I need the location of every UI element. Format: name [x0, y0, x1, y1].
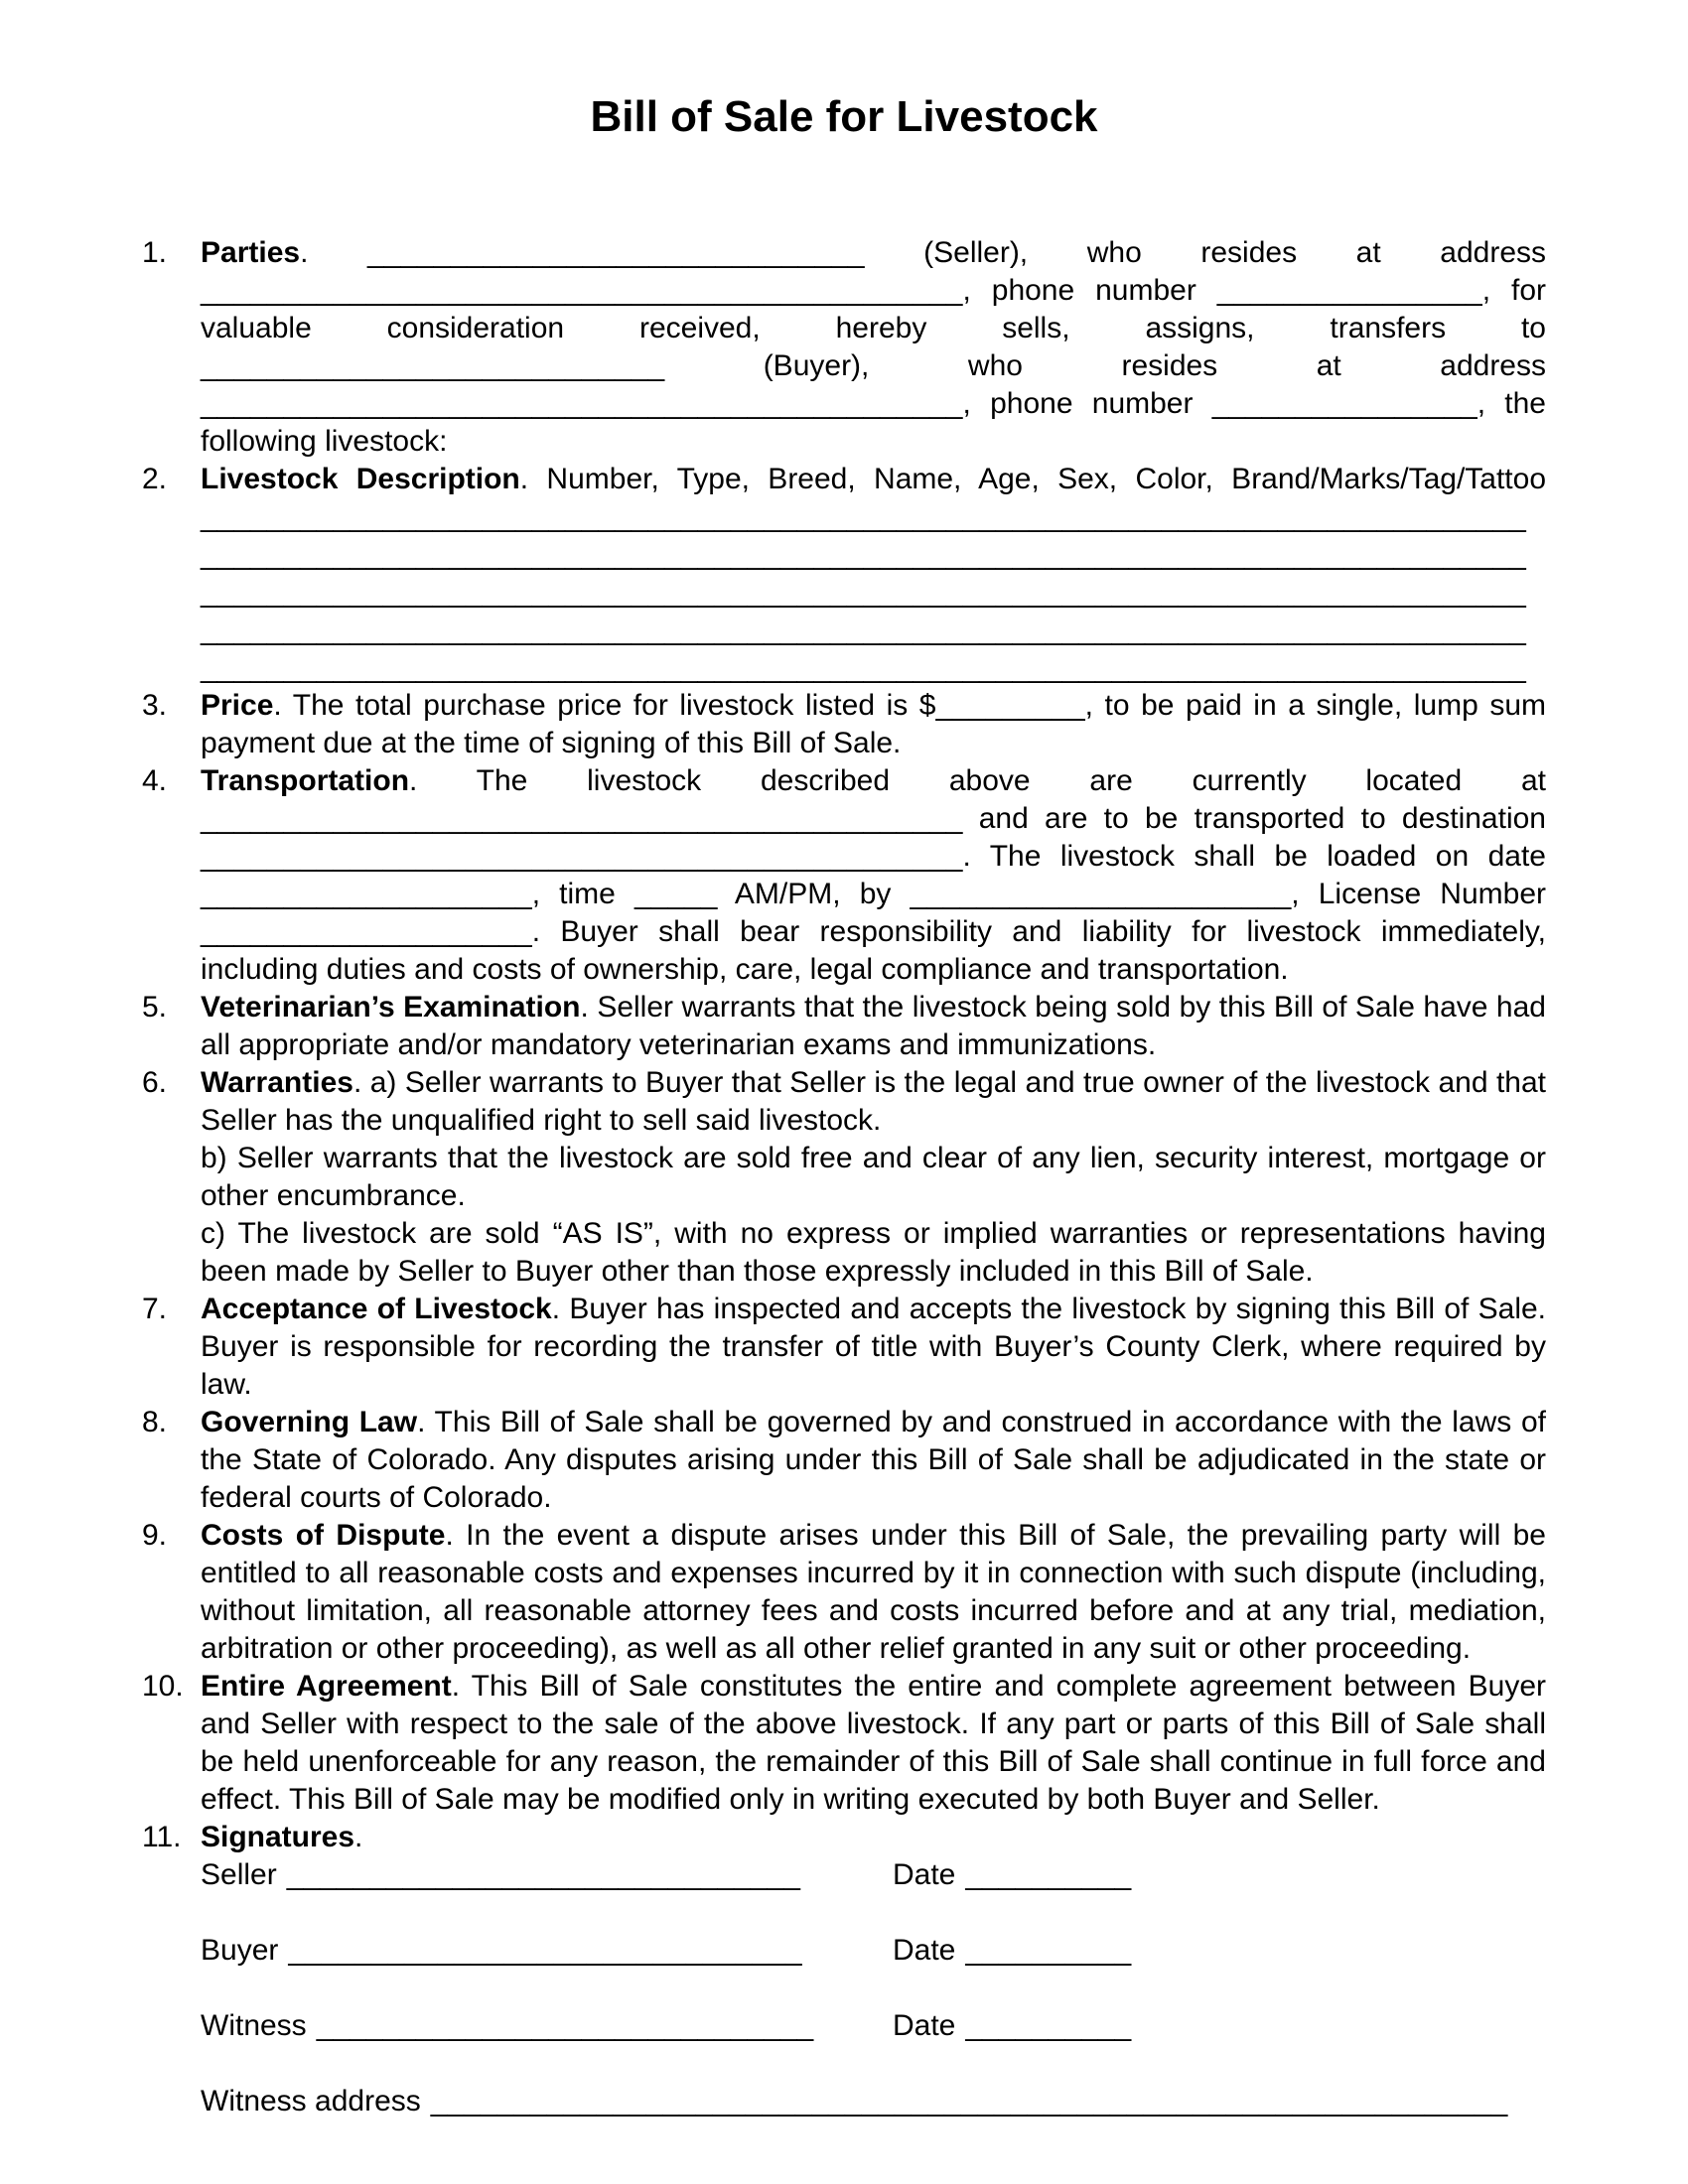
section-number: 11.: [142, 1821, 182, 1853]
section-paragraph: [201, 989, 1546, 1064]
section-title: Transportation: [201, 764, 410, 797]
section-signatures: [142, 1819, 1546, 2120]
section-text: [201, 1404, 1546, 1517]
seller-date-label: Date: [893, 1858, 956, 1891]
section-title: Livestock Description: [201, 463, 520, 495]
section-paragraph: [201, 762, 1546, 989]
section-body: . Seller warrants that the livestock being sold by this Bill of Sale have had all appropriate and/or mandatory veterinarian exams and immunizations.: [201, 991, 1546, 1061]
section-paragraph: [201, 1064, 1546, 1140]
document-title: Bill of Sale for Livestock: [590, 92, 1098, 141]
section-price: [142, 687, 1546, 762]
section-text: [201, 989, 1546, 1064]
section-warranties: [142, 1064, 1546, 1291]
signature-row-seller: [201, 1856, 1546, 1894]
seller-signature-label: Seller: [201, 1858, 277, 1891]
buyer-signature-label: Buyer: [201, 1934, 279, 1967]
section-body: . In the event a dispute arises under this Bill of Sale, the prevailing party will be entitled to all reasonable costs and expenses incurred by it in connection with such dispute (including, without limitation, all reasonable attorney fees and costs incurred before and at any trial, mediation, arbitration or other proceeding), as well as all other relief granted in any suit or other proceeding.: [201, 1519, 1546, 1665]
section-body: . Buyer has inspected and accepts the livestock by signing this Bill of Sale. Buyer is responsible for recording the transfer of title with Buyer’s County Clerk, where required by law.: [201, 1293, 1547, 1401]
section-text: [201, 1668, 1546, 1819]
section-parties: [142, 234, 1546, 461]
buyer-date-cell: [893, 1932, 1131, 1970]
seller-date-line[interactable]: __________: [965, 1858, 1132, 1891]
section-number: 3.: [142, 689, 168, 722]
witness-date-line[interactable]: __________: [965, 2009, 1132, 2042]
witness-address-row: [201, 2083, 1546, 2120]
warranty-clause-b: b) Seller warrants that the livestock are sold free and clear of any lien, security interest, mortgage or other encumbrance.: [201, 1142, 1546, 1212]
witness-date-label: Date: [893, 2009, 956, 2042]
section-title: Entire Agreement: [201, 1670, 452, 1703]
section-text: [201, 461, 1546, 687]
section-text: [201, 234, 1546, 461]
section-governing-law: [142, 1404, 1546, 1517]
section-number: 9.: [142, 1519, 168, 1552]
section-body: .: [354, 1821, 363, 1853]
witness-address-label: Witness address: [201, 2085, 421, 2117]
section-text: [201, 687, 1546, 762]
section-body: . Number, Type, Breed, Name, Age, Sex, Color, Brand/Marks/Tag/Tattoo ________________________________________________________________________________ ________________________________________________________________________________ ________________________________________________________________________________ ________________________________________________________________________________ ________________________________________________________________________________: [201, 463, 1546, 684]
witness-address-line[interactable]: _________________________________________________________________: [430, 2085, 1508, 2117]
section-paragraph: [201, 1517, 1546, 1668]
section-transportation: [142, 762, 1546, 989]
section-body: . This Bill of Sale shall be governed by and construed in accordance with the laws of the State of Colorado. Any disputes arising under this Bill of Sale shall be adjudicated in the state or federal courts of Colorado.: [201, 1406, 1546, 1514]
seller-signature-cell: [201, 1856, 893, 1894]
section-text: [201, 1064, 1546, 1291]
witness-signature-cell: [201, 2007, 893, 2045]
warranty-clause-c: c) The livestock are sold “AS IS”, with no express or implied warranties or representations having been made by Seller to Buyer other than those expressly included in this Bill of Sale.: [201, 1217, 1546, 1288]
witness-date-cell: [893, 2007, 1131, 2045]
signature-row-buyer: [201, 1932, 1546, 1970]
section-livestock-description: [142, 461, 1546, 687]
witness-signature-label: Witness: [201, 2009, 307, 2042]
section-title: Governing Law: [201, 1406, 418, 1438]
section-text: [201, 1291, 1546, 1404]
section-title: Price: [201, 689, 274, 722]
witness-signature-line[interactable]: ______________________________: [316, 2009, 814, 2042]
section-body: . The total purchase price for livestock listed is $_________, to be paid in a single, lump sum payment due at the time of signing of this Bill of Sale.: [201, 689, 1546, 759]
buyer-signature-cell: [201, 1932, 893, 1970]
section-paragraph: [201, 1819, 1546, 1856]
section-acceptance-of-livestock: [142, 1291, 1546, 1404]
section-number: 2.: [142, 463, 168, 495]
section-paragraph: [201, 687, 1546, 762]
section-paragraph: [201, 461, 1546, 687]
seller-signature-line[interactable]: _______________________________: [286, 1858, 800, 1891]
section-number: 6.: [142, 1066, 168, 1099]
section-costs-of-dispute: [142, 1517, 1546, 1668]
section-paragraph: [201, 1668, 1546, 1819]
section-title: Parties: [201, 236, 301, 269]
section-paragraph: [201, 234, 1546, 461]
section-number: 5.: [142, 991, 168, 1024]
section-number: 7.: [142, 1293, 168, 1325]
buyer-date-label: Date: [893, 1934, 956, 1967]
buyer-date-line[interactable]: __________: [965, 1934, 1132, 1967]
section-title: Warranties: [201, 1066, 353, 1099]
section-paragraph: [201, 1291, 1546, 1404]
section-body: . This Bill of Sale constitutes the entire and complete agreement between Buyer and Seller with respect to the sale of the above livestock. If any part or parts of this Bill of Sale shall be held unenforceable for any reason, the remainder of this Bill of Sale shall continue in full force and effect. This Bill of Sale may be modified only in writing executed by both Buyer and Seller.: [201, 1670, 1546, 1816]
section-text: [201, 762, 1546, 989]
section-title: Signatures: [201, 1821, 355, 1853]
section-text: [201, 1819, 1546, 2120]
signature-row-witness: [201, 2007, 1546, 2045]
section-body: . a) Seller warrants to Buyer that Seller is the legal and true owner of the livestock and that Seller has the unqualified right to sell said livestock.: [201, 1066, 1546, 1137]
section-paragraph: [201, 1404, 1546, 1517]
section-number: 10.: [142, 1670, 184, 1703]
section-text: [201, 1517, 1546, 1668]
section-number: 4.: [142, 764, 168, 797]
buyer-signature-line[interactable]: _______________________________: [288, 1934, 802, 1967]
section-entire-agreement: [142, 1668, 1546, 1819]
seller-date-cell: [893, 1856, 1131, 1894]
section-number: 8.: [142, 1406, 168, 1438]
section-body: . The livestock described above are currently located at ______________________________________________ and are to be transported to destination ______________________________________________. The livestock shall be loaded on date ____________________, time _____ AM/PM, by _______________________, License Number ____________________. Buyer shall bear responsibility and liability for livestock immediately, including duties and costs of ownership, care, legal compliance and transportation.: [201, 764, 1546, 986]
section-veterinarians-examination: [142, 989, 1546, 1064]
section-title: Acceptance of Livestock: [201, 1293, 552, 1325]
section-title: Costs of Dispute: [201, 1519, 446, 1552]
section-body: . ______________________________ (Seller), who resides at address ______________________________________________, phone number ________________, for valuable consideration received, hereby sells, assigns, transfers to ____________________________ (Buyer), who resides at address ______________________________________________, phone number ________________, the following livestock:: [201, 236, 1546, 458]
section-title: Veterinarian’s Examination: [201, 991, 581, 1024]
section-number: 1.: [142, 236, 168, 269]
